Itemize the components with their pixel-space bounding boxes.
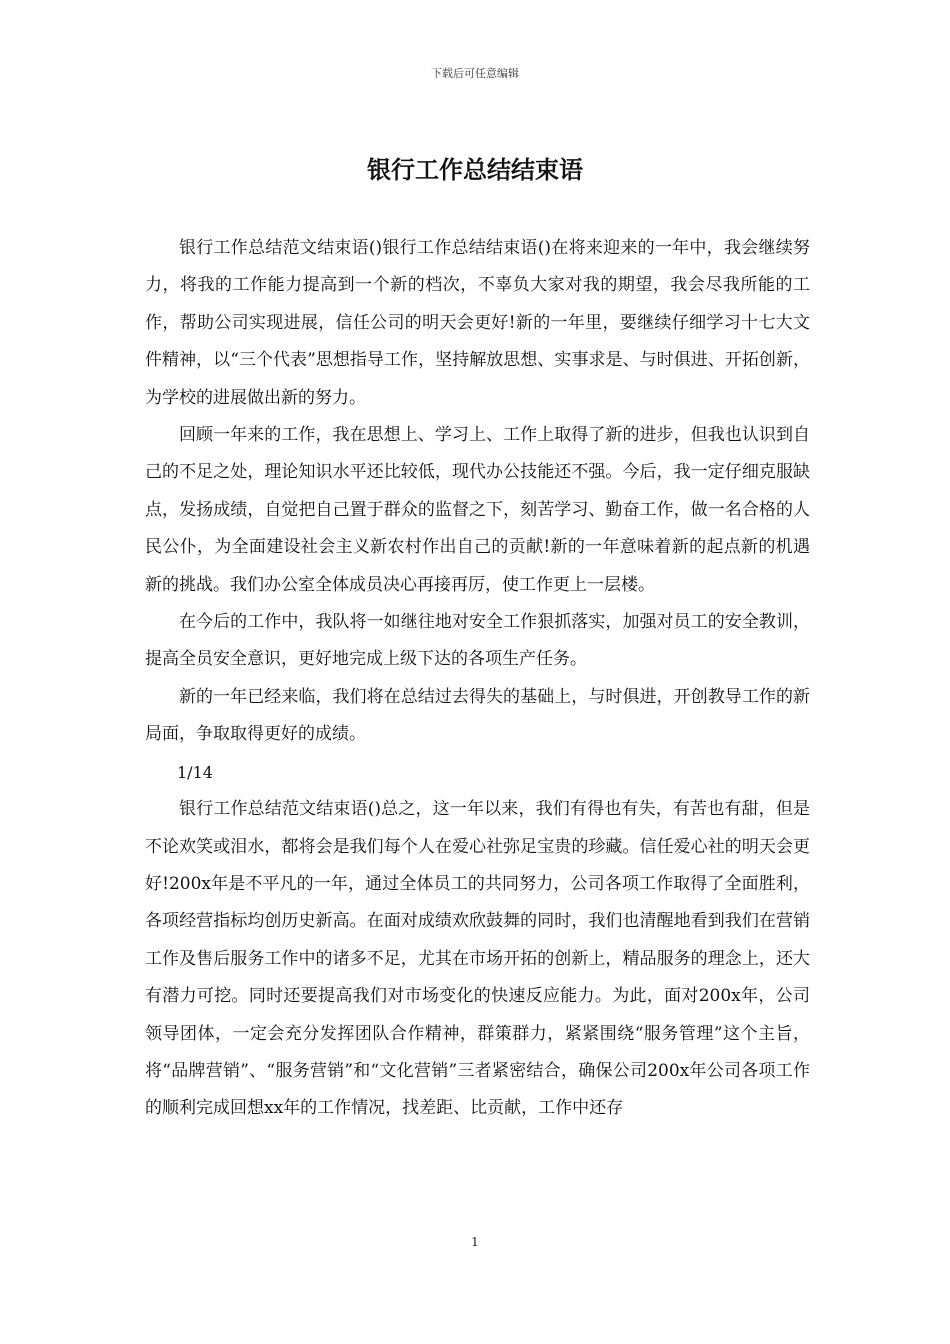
document-body bbox=[145, 230, 810, 1128]
body-paragraph-3: 在今后的工作中，我队将一如继往地对安全工作狠抓落实，加强对员工的安全教训，提高全员安全意识，更好地完成上级下达的各项生产任务。 bbox=[145, 612, 810, 670]
body-paragraph-4: 新的一年已经来临，我们将在总结过去得失的基础上，与时俱进，开创教导工作的新局面，争取取得更好的成绩。 bbox=[145, 686, 810, 745]
body-paragraph-2: 回顾一年来的工作，我在思想上、学习上、工作上取得了新的进步，但我也认识到自己的不足之处，理论知识水平还比较低，现代办公技能还不强。今后，我一定仔细克服缺点，发扬成绩，自觉把自己置于群众的监督之下，刻苦学习、勤奋工作，做一名合格的人民公仆，为全面建设社会主义新农村作出自己的贡献!新的一年意味着新的起点新的机遇新的挑战。我们办公室全体成员决心再接再厉，使工作更上一层楼。 bbox=[145, 425, 810, 595]
page-number: 1 bbox=[471, 1235, 479, 1249]
page-marker: 1/14 bbox=[177, 762, 213, 782]
body-paragraph-5: 银行工作总结范文结束语()总之，这一年以来，我们有得也有失，有苦也有甜，但是不论欢笑或泪水，都将会是我们每个人在爱心社弥足宝贵的珍藏。信任爱心社的明天会更好!200x年是不平凡的一年，通过全体员工的共同努力，公司各项工作取得了全面胜利，各项经营指标均创历史新高。在面对成绩欢欣鼓舞的同时，我们也清醒地看到我们在营销工作及售后服务工作中的诸多不足，尤其在市场开拓的创新上，精品服务的理念上，还大有潜力可挖。同时还要提高我们对市场变化的快速反应能力。为此，面对200x年，公司领导团体，一定会充分发挥团队合作精神，群策群力，紧紧围绕“服务管理”这个主旨，将“品牌营销”、“服务营销”和“文化营销”三者紧密结合，确保公司200x年公司各项工作的顺利完成回想xx年的工作情况，找差距、比贡献，工作中还存 bbox=[145, 799, 810, 1119]
header-note: 下载后可任意编辑 bbox=[431, 67, 519, 80]
body-paragraph-1: 银行工作总结范文结束语()银行工作总结结束语()在将来迎来的一年中，我会继续努力，将我的工作能力提高到一个新的档次，不辜负大家对我的期望，我会尽我所能的工作，帮助公司实现进展，信任公司的明天会更好!新的一年里，要继续仔细学习十七大文件精神，以“三个代表”思想指导工作，坚持解放思想、实事求是、与时俱进、开拓创新，为学校的进展做出新的努力。 bbox=[145, 238, 810, 408]
document-title: 银行工作总结结束语 bbox=[367, 156, 583, 184]
